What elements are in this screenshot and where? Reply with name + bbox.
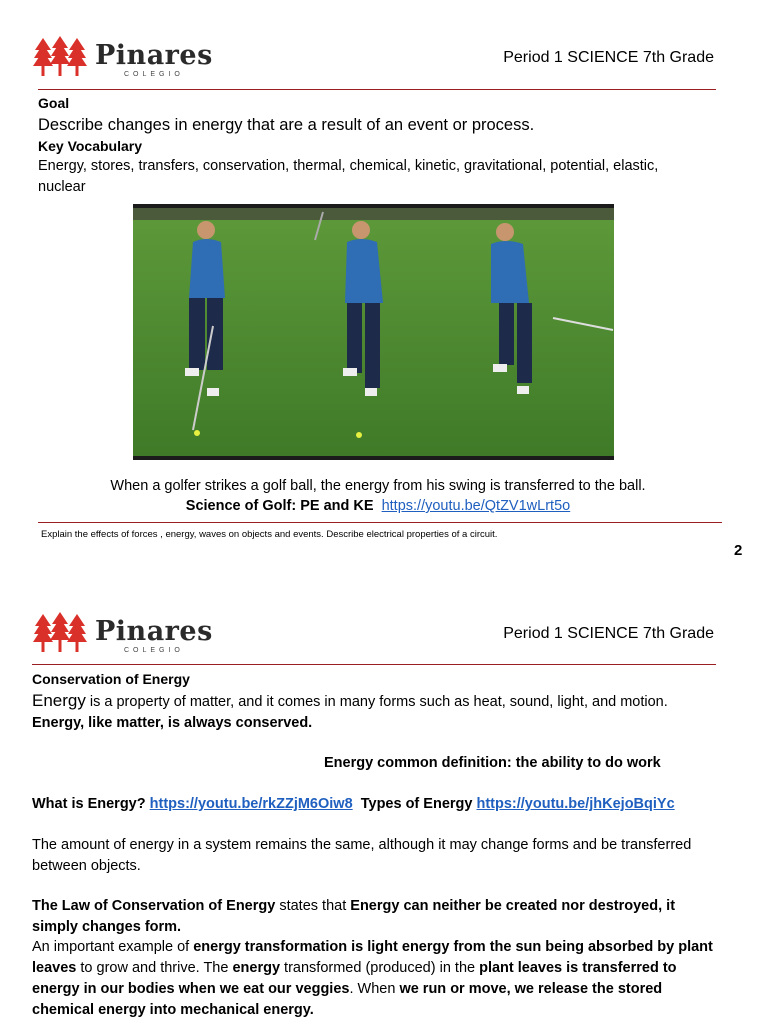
page-number: 2 [734,542,743,559]
vocab-text: Energy, stores, transfers, conservation, thermal, chemical, kinetic, gravitational, potential, elastic, nuclear [38,158,659,195]
golf-swing-photo [133,204,614,460]
brand-name: Pinares [95,40,213,71]
example-text-3: transformed (produced) in the [280,960,480,976]
pine-trees-icon [33,36,87,78]
header-divider-2 [32,664,716,665]
brand-name: Pinares [95,616,213,647]
energy-word: Energy [32,691,86,710]
header-divider [38,89,716,90]
system-paragraph: The amount of energy in a system remains the same, although it may change forms and be transferred between objects. [32,837,692,874]
what-is-energy-label: What is Energy? [32,796,146,812]
standard-text: Explain the effects of forces , energy, waves on objects and events. Describe electrical properties of a circuit. [41,529,498,540]
brand-subtitle: COLEGIO [123,71,184,78]
example-bold-3: plant leaves is transferred to energy in our bodies when we eat our veggies [32,960,677,997]
energy-definition: Energy common definition: the ability to do work [324,755,661,771]
video-label: Science of Golf: PE and KE [185,498,374,514]
pine-trees-icon [33,612,87,654]
types-of-energy-label: Types of Energy [360,796,473,812]
example-text-4: . When [349,981,400,997]
vocab-label: Key Vocabulary [38,138,143,154]
science-of-golf-link[interactable]: https://youtu.be/QtZV1wLrt5o [381,498,571,514]
law-paragraph [32,896,712,938]
example-text-1: An important example of [32,939,194,955]
goal-label: Goal [38,95,70,111]
example-text-2: to grow and thrive. The [76,960,233,976]
period-header-2: Period 1 SCIENCE 7th Grade [503,625,714,642]
law-connector: states that [275,898,351,914]
video-links-line [32,794,675,815]
brand-subtitle: COLEGIO [123,647,184,654]
section-title: Conservation of Energy [32,671,190,687]
example-paragraph [32,937,722,1021]
footer-divider [38,522,722,523]
example-bold-2: energy [232,960,281,976]
law-statement: Energy can neither be created nor destroyed, it simply changes form. [32,898,676,935]
energy-desc: is a property of matter, and it comes in many forms such as heat, sound, light, and motion. [85,694,668,710]
photo-caption: When a golfer strikes a golf ball, the energy from his swing is transferred to the ball. [110,478,646,494]
energy-paragraph [32,690,702,734]
period-header: Period 1 SCIENCE 7th Grade [503,49,714,66]
video-line [38,496,718,516]
school-logo [33,36,213,78]
goal-text: Describe changes in energy that are a result of an event or process. [38,116,535,134]
what-is-energy-link[interactable]: https://youtu.be/rkZZjM6Oiw8 [149,796,353,812]
golfer-illustration [133,208,614,456]
types-of-energy-link[interactable]: https://youtu.be/jhKejoBqiYc [476,796,675,812]
example-bold-1: energy transformation is light energy from the sun being absorbed by plant leaves [32,939,713,976]
law-title: The Law of Conservation of Energy [32,898,276,914]
school-logo-2 [33,612,213,654]
example-bold-4: we run or move, we release the stored chemical energy into mechanical energy. [32,981,663,1018]
energy-conserved: Energy, like matter, is always conserved. [32,715,313,731]
